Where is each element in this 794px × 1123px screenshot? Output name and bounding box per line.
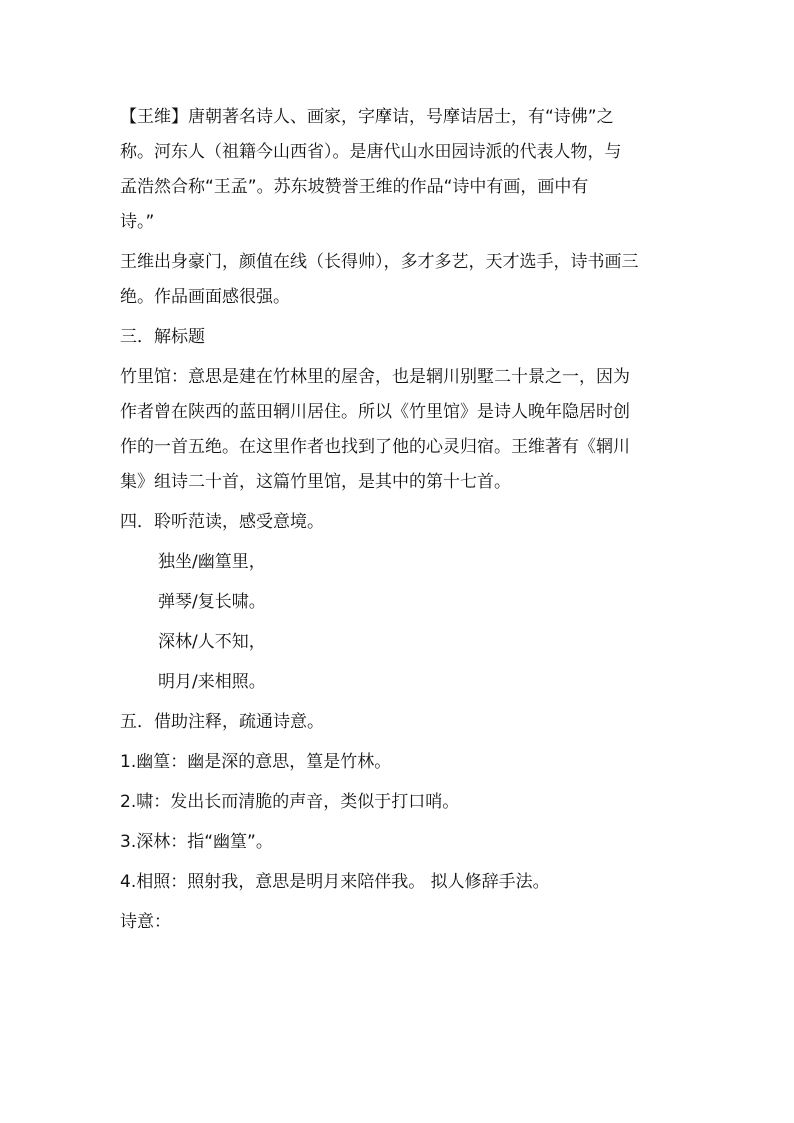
section5-heading: 五．借助注释，疏通诗意。	[120, 712, 324, 732]
explanation-line: 竹里馆：意思是建在竹林里的屋舍，也是辋川别墅二十景之一，因为	[120, 367, 630, 387]
intro-paragraph	[120, 100, 680, 240]
poem-line: 弹琴/复长啸。	[158, 592, 266, 612]
bio-line: 绝。作品画面感很强。	[120, 287, 290, 307]
poem-line: 独坐/幽篁里，	[158, 552, 266, 572]
intro-line: 诗。”	[120, 212, 155, 232]
bio-paragraph	[120, 245, 680, 315]
note-item: 4.相照：照射我，意思是明月来陪伴我。 拟人修辞手法。	[120, 872, 550, 892]
intro-line: 称。河东人（祖籍今山西省）。是唐代山水田园诗派的代表人物，与	[120, 142, 622, 162]
poem-meaning-label: 诗意：	[120, 912, 171, 932]
note-item: 2.啸：发出长而清脆的声音，类似于打口哨。	[120, 792, 460, 812]
explanation-line: 作的一首五绝。在这里作者也找到了他的心灵归宿。王维著有《辋川	[120, 437, 630, 457]
section3-heading: 三．解标题	[120, 327, 205, 347]
title-explanation-paragraph	[120, 360, 680, 500]
explanation-line: 作者曾在陕西的蓝田辋川居住。所以《竹里馆》是诗人晚年隐居时创	[120, 402, 630, 422]
explanation-line: 集》组诗二十首，这篇竹里馆，是其中的第十七首。	[120, 472, 511, 492]
bio-line: 王维出身豪门，颜值在线（长得帅），多才多艺，天才选手，诗书画三	[120, 252, 639, 272]
section4-heading: 四．聆听范读，感受意境。	[120, 512, 324, 532]
note-item: 3.深林：指“幽篁”。	[120, 832, 273, 852]
intro-line: 【王维】唐朝著名诗人、画家，字摩诘，号摩诘居士，有“诗佛”之	[120, 107, 614, 127]
intro-line: 孟浩然合称“王孟”。苏东坡赞誉王维的作品“诗中有画，画中有	[120, 177, 589, 197]
note-item: 1.幽篁：幽是深的意思，篁是竹林。	[120, 752, 392, 772]
poem-line: 明月/来相照。	[158, 672, 266, 692]
poem-line: 深林/人不知，	[158, 632, 266, 652]
document-page	[120, 100, 680, 940]
